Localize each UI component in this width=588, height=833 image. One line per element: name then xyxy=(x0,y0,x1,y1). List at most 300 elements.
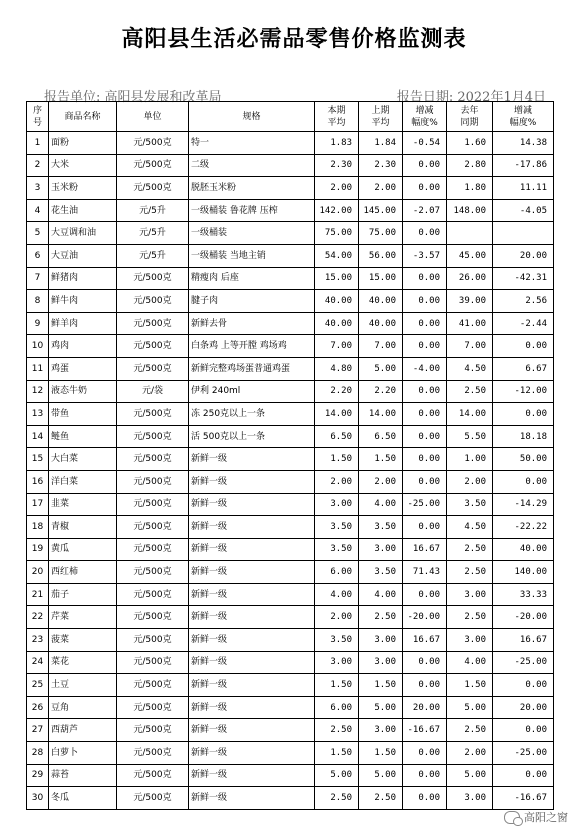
cell-previous: 40.00 xyxy=(359,290,403,313)
cell-change-2: 6.67 xyxy=(493,357,554,380)
cell-current: 75.00 xyxy=(315,222,359,245)
cell-unit: 元/500克 xyxy=(117,290,189,313)
cell-last-year: 41.00 xyxy=(447,312,493,335)
cell-last-year: 5.00 xyxy=(447,696,493,719)
cell-change-1: 0.00 xyxy=(403,516,447,539)
cell-current: 3.00 xyxy=(315,493,359,516)
cell-current: 4.00 xyxy=(315,583,359,606)
cell-seq: 24 xyxy=(27,651,49,674)
cell-current: 40.00 xyxy=(315,290,359,313)
cell-current: 2.00 xyxy=(315,177,359,200)
cell-seq: 23 xyxy=(27,629,49,652)
cell-last-year: 45.00 xyxy=(447,244,493,267)
cell-spec: 一级桶装 鲁花牌 压榨 xyxy=(189,199,315,222)
cell-change-2: -2.44 xyxy=(493,312,554,335)
cell-current: 1.83 xyxy=(315,132,359,155)
cell-unit: 元/500克 xyxy=(117,335,189,358)
cell-previous: 2.00 xyxy=(359,470,403,493)
cell-last-year: 1.80 xyxy=(447,177,493,200)
cell-current: 2.20 xyxy=(315,380,359,403)
cell-name: 茄子 xyxy=(49,583,117,606)
cell-seq: 11 xyxy=(27,357,49,380)
cell-change-2: 33.33 xyxy=(493,583,554,606)
cell-last-year: 2.80 xyxy=(447,154,493,177)
page-title: 高阳县生活必需品零售价格监测表 xyxy=(121,27,467,52)
cell-spec: 一级桶装 xyxy=(189,222,315,245)
cell-unit: 元/500克 xyxy=(117,267,189,290)
cell-change-1: 0.00 xyxy=(403,764,447,787)
cell-change-1: -2.07 xyxy=(403,199,447,222)
cell-seq: 10 xyxy=(27,335,49,358)
cell-change-1: -20.00 xyxy=(403,606,447,629)
cell-spec: 新鲜一级 xyxy=(189,493,315,516)
cell-current: 3.50 xyxy=(315,516,359,539)
cell-change-2: 20.00 xyxy=(493,244,554,267)
cell-name: 冬瓜 xyxy=(49,787,117,810)
cell-spec: 伊利 240ml xyxy=(189,380,315,403)
cell-seq: 8 xyxy=(27,290,49,313)
cell-seq: 5 xyxy=(27,222,49,245)
cell-last-year: 148.00 xyxy=(447,199,493,222)
table-row xyxy=(27,290,554,313)
cell-last-year: 2.50 xyxy=(447,380,493,403)
wechat-icon xyxy=(504,811,520,824)
cell-change-1: 71.43 xyxy=(403,561,447,584)
cell-last-year: 7.00 xyxy=(447,335,493,358)
cell-seq: 22 xyxy=(27,606,49,629)
cell-name: 面粉 xyxy=(49,132,117,155)
cell-spec: 一级桶装 当地主销 xyxy=(189,244,315,267)
table-row xyxy=(27,606,554,629)
table-row xyxy=(27,516,554,539)
cell-name: 鲜牛肉 xyxy=(49,290,117,313)
cell-previous: 3.00 xyxy=(359,538,403,561)
cell-previous: 6.50 xyxy=(359,425,403,448)
cell-change-2: -20.00 xyxy=(493,606,554,629)
cell-spec: 新鲜一级 xyxy=(189,787,315,810)
cell-change-2: -25.00 xyxy=(493,651,554,674)
table-row xyxy=(27,561,554,584)
cell-seq: 2 xyxy=(27,154,49,177)
cell-name: 大白菜 xyxy=(49,448,117,471)
cell-seq: 1 xyxy=(27,132,49,155)
cell-spec: 新鲜一级 xyxy=(189,719,315,742)
cell-unit: 元/袋 xyxy=(117,380,189,403)
cell-previous: 2.20 xyxy=(359,380,403,403)
cell-unit: 元/500克 xyxy=(117,787,189,810)
table-row xyxy=(27,380,554,403)
cell-change-2: -14.29 xyxy=(493,493,554,516)
cell-change-1: -3.57 xyxy=(403,244,447,267)
cell-last-year: 1.00 xyxy=(447,448,493,471)
cell-name: 豆角 xyxy=(49,696,117,719)
cell-current: 6.00 xyxy=(315,561,359,584)
cell-change-1: 0.00 xyxy=(403,290,447,313)
cell-current: 15.00 xyxy=(315,267,359,290)
cell-last-year: 1.50 xyxy=(447,674,493,697)
table-row xyxy=(27,403,554,426)
cell-change-1: 0.00 xyxy=(403,177,447,200)
cell-name: 鸡蛋 xyxy=(49,357,117,380)
cell-seq: 18 xyxy=(27,516,49,539)
cell-name: 带鱼 xyxy=(49,403,117,426)
table-row xyxy=(27,742,554,765)
table-row xyxy=(27,470,554,493)
table-row xyxy=(27,357,554,380)
cell-previous: 1.50 xyxy=(359,674,403,697)
cell-unit: 元/500克 xyxy=(117,583,189,606)
cell-seq: 16 xyxy=(27,470,49,493)
cell-name: 大米 xyxy=(49,154,117,177)
cell-last-year: 3.00 xyxy=(447,629,493,652)
cell-spec: 白条鸡 上等开膛 鸡场鸡 xyxy=(189,335,315,358)
header-name: 商品名称 xyxy=(49,102,117,132)
cell-name: 鲜猪肉 xyxy=(49,267,117,290)
cell-unit: 元/5升 xyxy=(117,199,189,222)
cell-change-2: 2.56 xyxy=(493,290,554,313)
cell-current: 7.00 xyxy=(315,335,359,358)
cell-spec: 新鲜一级 xyxy=(189,696,315,719)
cell-current: 3.50 xyxy=(315,629,359,652)
header-last-year: 去年 同期 xyxy=(447,102,493,132)
cell-seq: 13 xyxy=(27,403,49,426)
cell-seq: 7 xyxy=(27,267,49,290)
cell-current: 2.00 xyxy=(315,470,359,493)
table-row xyxy=(27,764,554,787)
cell-spec: 脱胚玉米粉 xyxy=(189,177,315,200)
cell-name: 青椒 xyxy=(49,516,117,539)
cell-change-1: 0.00 xyxy=(403,470,447,493)
cell-change-1: 20.00 xyxy=(403,696,447,719)
table-row xyxy=(27,335,554,358)
cell-change-2: 0.00 xyxy=(493,719,554,742)
cell-previous: 2.50 xyxy=(359,606,403,629)
cell-current: 1.50 xyxy=(315,674,359,697)
table-row xyxy=(27,629,554,652)
cell-spec: 精瘦肉 后座 xyxy=(189,267,315,290)
cell-last-year: 2.00 xyxy=(447,742,493,765)
cell-unit: 元/5升 xyxy=(117,222,189,245)
cell-spec: 新鲜一级 xyxy=(189,516,315,539)
cell-unit: 元/500克 xyxy=(117,154,189,177)
table-row xyxy=(27,493,554,516)
table-row xyxy=(27,154,554,177)
table-row xyxy=(27,696,554,719)
cell-unit: 元/500克 xyxy=(117,516,189,539)
cell-change-2: 40.00 xyxy=(493,538,554,561)
cell-previous: 5.00 xyxy=(359,357,403,380)
cell-name: 菜花 xyxy=(49,651,117,674)
table-row xyxy=(27,132,554,155)
table-row xyxy=(27,787,554,810)
table-row xyxy=(27,425,554,448)
cell-unit: 元/500克 xyxy=(117,538,189,561)
cell-change-2: 0.00 xyxy=(493,403,554,426)
cell-last-year: 5.50 xyxy=(447,425,493,448)
cell-name: 黄瓜 xyxy=(49,538,117,561)
cell-name: 白萝卜 xyxy=(49,742,117,765)
cell-name: 液态牛奶 xyxy=(49,380,117,403)
cell-current: 6.00 xyxy=(315,696,359,719)
cell-spec: 新鲜一级 xyxy=(189,583,315,606)
cell-change-1: 0.00 xyxy=(403,335,447,358)
table-row xyxy=(27,244,554,267)
cell-current: 2.50 xyxy=(315,787,359,810)
cell-current: 2.30 xyxy=(315,154,359,177)
cell-change-2 xyxy=(493,222,554,245)
cell-unit: 元/500克 xyxy=(117,696,189,719)
cell-previous: 3.00 xyxy=(359,719,403,742)
cell-last-year: 4.50 xyxy=(447,516,493,539)
cell-seq: 19 xyxy=(27,538,49,561)
table-row xyxy=(27,583,554,606)
table-row xyxy=(27,222,554,245)
cell-previous: 5.00 xyxy=(359,764,403,787)
cell-previous: 2.30 xyxy=(359,154,403,177)
cell-unit: 元/500克 xyxy=(117,719,189,742)
cell-change-2: -22.22 xyxy=(493,516,554,539)
table-row xyxy=(27,448,554,471)
cell-last-year: 2.00 xyxy=(447,470,493,493)
cell-unit: 元/500克 xyxy=(117,561,189,584)
cell-unit: 元/500克 xyxy=(117,132,189,155)
cell-change-1: 0.00 xyxy=(403,787,447,810)
cell-seq: 12 xyxy=(27,380,49,403)
cell-last-year: 14.00 xyxy=(447,403,493,426)
cell-previous: 2.00 xyxy=(359,177,403,200)
table-row xyxy=(27,719,554,742)
cell-name: 鲜羊肉 xyxy=(49,312,117,335)
cell-last-year: 39.00 xyxy=(447,290,493,313)
price-table xyxy=(26,101,554,810)
cell-change-1: -0.54 xyxy=(403,132,447,155)
cell-change-1: 0.00 xyxy=(403,222,447,245)
cell-current: 14.00 xyxy=(315,403,359,426)
cell-unit: 元/500克 xyxy=(117,493,189,516)
cell-spec: 新鲜一级 xyxy=(189,674,315,697)
cell-change-1: 0.00 xyxy=(403,154,447,177)
cell-spec: 新鲜一级 xyxy=(189,651,315,674)
cell-seq: 25 xyxy=(27,674,49,697)
cell-change-2: -16.67 xyxy=(493,787,554,810)
cell-change-2: 16.67 xyxy=(493,629,554,652)
cell-previous: 7.00 xyxy=(359,335,403,358)
cell-previous: 3.50 xyxy=(359,561,403,584)
cell-spec: 新鲜一级 xyxy=(189,538,315,561)
cell-name: 花生油 xyxy=(49,199,117,222)
cell-current: 6.50 xyxy=(315,425,359,448)
cell-name: 韭菜 xyxy=(49,493,117,516)
cell-seq: 17 xyxy=(27,493,49,516)
cell-change-2: 0.00 xyxy=(493,470,554,493)
cell-previous: 56.00 xyxy=(359,244,403,267)
cell-name: 大豆油 xyxy=(49,244,117,267)
cell-seq: 20 xyxy=(27,561,49,584)
cell-seq: 3 xyxy=(27,177,49,200)
cell-current: 1.50 xyxy=(315,448,359,471)
cell-spec: 新鲜一级 xyxy=(189,629,315,652)
cell-seq: 26 xyxy=(27,696,49,719)
cell-unit: 元/500克 xyxy=(117,674,189,697)
cell-previous: 3.00 xyxy=(359,629,403,652)
cell-unit: 元/500克 xyxy=(117,742,189,765)
cell-spec: 新鲜一级 xyxy=(189,742,315,765)
watermark-text: 高阳之窗 xyxy=(524,811,568,824)
cell-last-year: 2.50 xyxy=(447,561,493,584)
cell-name: 玉米粉 xyxy=(49,177,117,200)
cell-seq: 15 xyxy=(27,448,49,471)
cell-seq: 30 xyxy=(27,787,49,810)
cell-unit: 元/500克 xyxy=(117,629,189,652)
cell-change-2: 0.00 xyxy=(493,764,554,787)
cell-change-1: 0.00 xyxy=(403,267,447,290)
table-row xyxy=(27,674,554,697)
cell-change-1: 0.00 xyxy=(403,674,447,697)
cell-unit: 元/500克 xyxy=(117,764,189,787)
cell-current: 3.00 xyxy=(315,651,359,674)
cell-spec: 二级 xyxy=(189,154,315,177)
cell-change-1: 0.00 xyxy=(403,742,447,765)
cell-previous: 14.00 xyxy=(359,403,403,426)
cell-current: 3.50 xyxy=(315,538,359,561)
cell-change-2: 11.11 xyxy=(493,177,554,200)
cell-spec: 腱子肉 xyxy=(189,290,315,313)
cell-previous: 15.00 xyxy=(359,267,403,290)
cell-change-1: 0.00 xyxy=(403,403,447,426)
cell-name: 西葫芦 xyxy=(49,719,117,742)
cell-change-1: 0.00 xyxy=(403,448,447,471)
cell-current: 2.50 xyxy=(315,719,359,742)
cell-change-2: 0.00 xyxy=(493,674,554,697)
cell-previous: 3.00 xyxy=(359,651,403,674)
cell-current: 5.00 xyxy=(315,764,359,787)
cell-current: 4.80 xyxy=(315,357,359,380)
cell-change-2: -25.00 xyxy=(493,742,554,765)
cell-previous: 5.00 xyxy=(359,696,403,719)
cell-seq: 14 xyxy=(27,425,49,448)
cell-change-1: 16.67 xyxy=(403,629,447,652)
cell-unit: 元/500克 xyxy=(117,357,189,380)
table-row xyxy=(27,267,554,290)
report-date: 报告日期: 2022年1月4日 xyxy=(396,90,546,105)
cell-last-year: 4.50 xyxy=(447,357,493,380)
cell-name: 土豆 xyxy=(49,674,117,697)
cell-previous: 4.00 xyxy=(359,493,403,516)
report-unit: 报告单位: 高阳县发展和改革局 xyxy=(44,90,222,105)
cell-seq: 21 xyxy=(27,583,49,606)
cell-name: 大豆调和油 xyxy=(49,222,117,245)
header-seq: 序 号 xyxy=(27,102,49,132)
cell-spec: 新鲜一级 xyxy=(189,764,315,787)
cell-unit: 元/500克 xyxy=(117,425,189,448)
cell-change-1: 0.00 xyxy=(403,380,447,403)
header-change-2: 增减 幅度% xyxy=(493,102,554,132)
cell-last-year: 5.00 xyxy=(447,764,493,787)
cell-change-2: 18.18 xyxy=(493,425,554,448)
cell-last-year: 3.00 xyxy=(447,787,493,810)
cell-change-1: 16.67 xyxy=(403,538,447,561)
header-unit: 单位 xyxy=(117,102,189,132)
cell-previous: 1.84 xyxy=(359,132,403,155)
cell-unit: 元/500克 xyxy=(117,470,189,493)
cell-seq: 29 xyxy=(27,764,49,787)
cell-last-year: 3.50 xyxy=(447,493,493,516)
cell-spec: 新鲜一级 xyxy=(189,561,315,584)
cell-seq: 28 xyxy=(27,742,49,765)
table-header-row xyxy=(27,102,554,132)
cell-unit: 元/500克 xyxy=(117,651,189,674)
table-row xyxy=(27,199,554,222)
cell-previous: 75.00 xyxy=(359,222,403,245)
cell-change-2: -4.05 xyxy=(493,199,554,222)
cell-current: 54.00 xyxy=(315,244,359,267)
cell-change-2: 20.00 xyxy=(493,696,554,719)
cell-spec: 新鲜一级 xyxy=(189,448,315,471)
cell-name: 芹菜 xyxy=(49,606,117,629)
cell-seq: 6 xyxy=(27,244,49,267)
cell-spec: 新鲜完整鸡场蛋普通鸡蛋 xyxy=(189,357,315,380)
cell-spec: 新鲜去骨 xyxy=(189,312,315,335)
cell-name: 蒜苔 xyxy=(49,764,117,787)
cell-last-year: 2.50 xyxy=(447,538,493,561)
cell-last-year: 2.50 xyxy=(447,719,493,742)
cell-unit: 元/500克 xyxy=(117,177,189,200)
cell-name: 洋白菜 xyxy=(49,470,117,493)
cell-current: 142.00 xyxy=(315,199,359,222)
cell-change-2: 50.00 xyxy=(493,448,554,471)
cell-previous: 2.50 xyxy=(359,787,403,810)
cell-seq: 9 xyxy=(27,312,49,335)
cell-unit: 元/500克 xyxy=(117,448,189,471)
cell-name: 西红柿 xyxy=(49,561,117,584)
cell-change-1: -16.67 xyxy=(403,719,447,742)
cell-spec: 特一 xyxy=(189,132,315,155)
cell-change-1: 0.00 xyxy=(403,651,447,674)
cell-last-year: 3.00 xyxy=(447,583,493,606)
cell-change-1: 0.00 xyxy=(403,425,447,448)
cell-change-2: 0.00 xyxy=(493,335,554,358)
cell-last-year: 2.50 xyxy=(447,606,493,629)
cell-change-2: 14.38 xyxy=(493,132,554,155)
cell-previous: 40.00 xyxy=(359,312,403,335)
cell-seq: 27 xyxy=(27,719,49,742)
cell-last-year: 1.60 xyxy=(447,132,493,155)
header-previous: 上期 平均 xyxy=(359,102,403,132)
cell-spec: 新鲜一级 xyxy=(189,470,315,493)
cell-current: 2.00 xyxy=(315,606,359,629)
header-change-1: 增减 幅度% xyxy=(403,102,447,132)
cell-previous: 3.50 xyxy=(359,516,403,539)
cell-change-1: 0.00 xyxy=(403,583,447,606)
header-current: 本期 平均 xyxy=(315,102,359,132)
cell-change-2: -42.31 xyxy=(493,267,554,290)
table-row xyxy=(27,538,554,561)
table-row xyxy=(27,177,554,200)
cell-spec: 冻 250克以上一条 xyxy=(189,403,315,426)
cell-change-1: 0.00 xyxy=(403,312,447,335)
cell-unit: 元/500克 xyxy=(117,606,189,629)
cell-current: 1.50 xyxy=(315,742,359,765)
cell-unit: 元/500克 xyxy=(117,403,189,426)
cell-spec: 新鲜一级 xyxy=(189,606,315,629)
cell-previous: 4.00 xyxy=(359,583,403,606)
cell-change-2: -17.86 xyxy=(493,154,554,177)
cell-change-2: -12.00 xyxy=(493,380,554,403)
cell-name: 鲢鱼 xyxy=(49,425,117,448)
watermark xyxy=(504,809,568,825)
cell-change-1: -4.00 xyxy=(403,357,447,380)
table-row xyxy=(27,651,554,674)
